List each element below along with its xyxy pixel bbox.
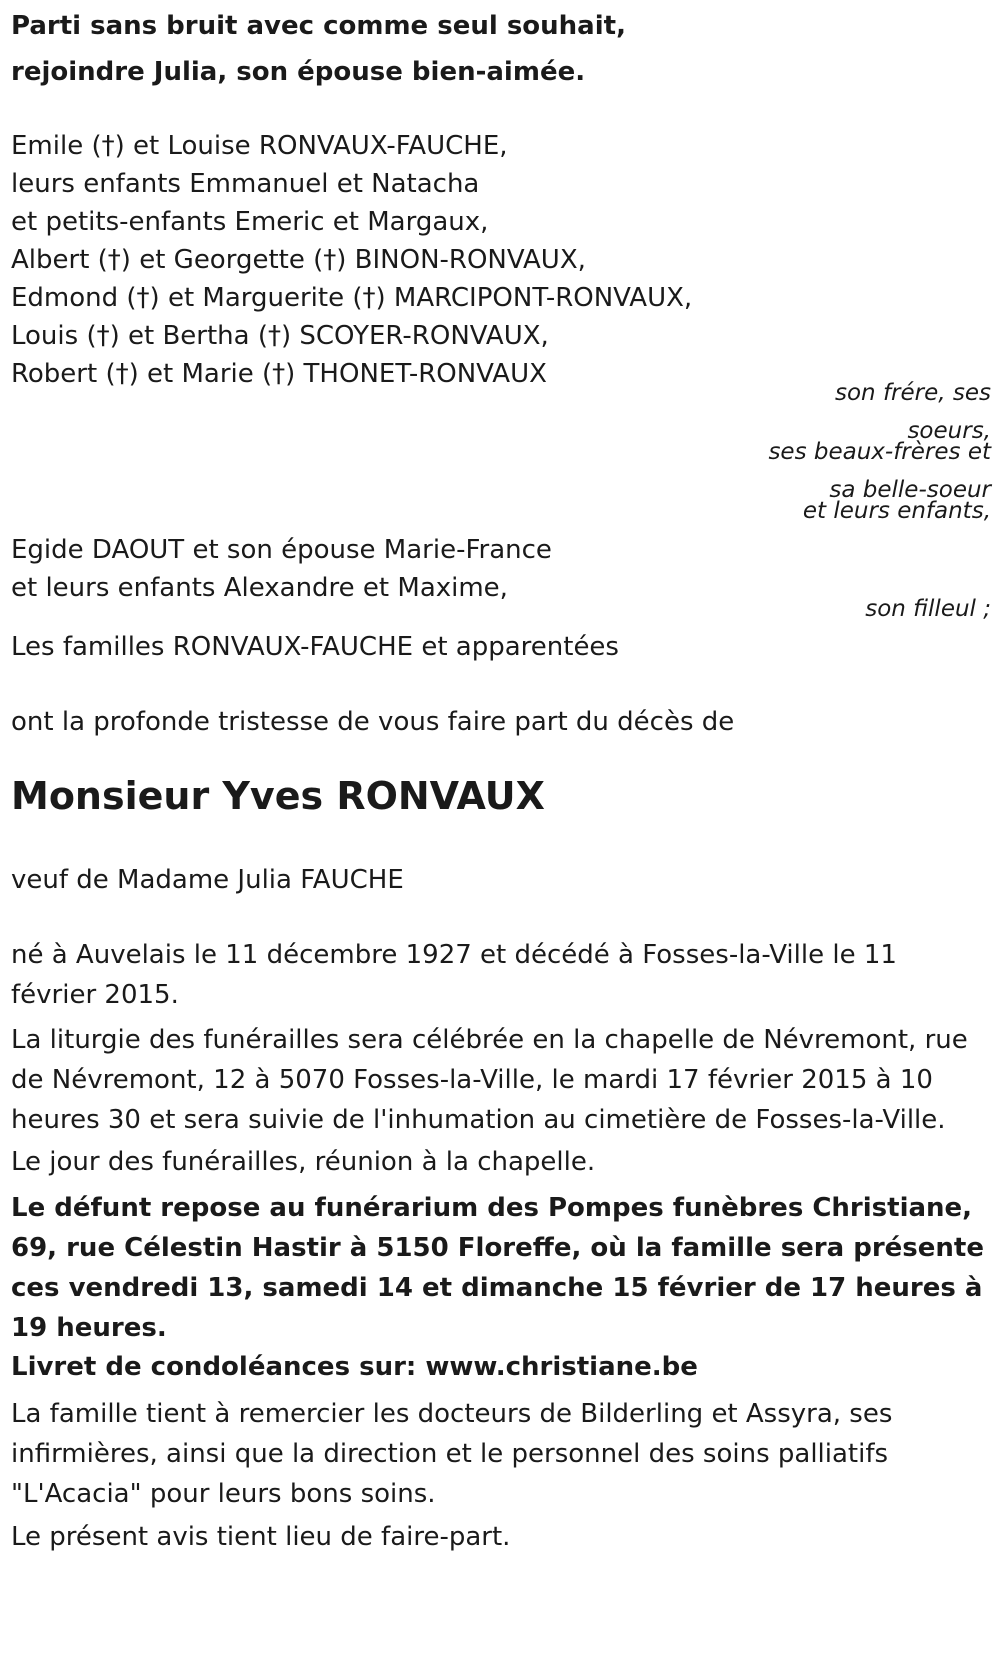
liturgy-paragraph: La liturgie des funérailles sera célébrée en la chapelle de Névremont, rue de Névremont, 12 à 5070 Fosses-la-Ville, le mardi 17 février 2015 à 10 heures 30 et sera suivie de l'inhumation au cimetière de Fosses-la-Ville. (11, 1025, 968, 1135)
funerarium-paragraph: Le défunt repose au funérarium des Pompes funèbres Christiane, 69, rue Célestin Hastir à 5150 Floreffe, où la famille sera présente ces vendredi 13, samedi 14 et dimanche 15 février de 17 heures à 19 heures. (11, 1193, 984, 1343)
condolences-line: Livret de condoléances sur: www.christiane.be (11, 1352, 698, 1382)
family-line: Edmond (†) et Marguerite (†) MARCIPONT-RONVAUX, (11, 283, 693, 313)
birth-death-paragraph: né à Auvelais le 11 décembre 1927 et décédé à Fosses-la-Ville le 11 février 2015. (11, 940, 897, 1010)
godson-line-1: Egide DAOUT et son épouse Marie-France (11, 535, 552, 565)
family-line: Emile (†) et Louise RONVAUX-FAUCHE, (11, 131, 508, 161)
intro-line-1: Parti sans bruit avec comme seul souhait, (11, 11, 626, 41)
widower-line: veuf de Madame Julia FAUCHE (11, 865, 404, 895)
family-list (11, 126, 692, 394)
meeting-paragraph: Le jour des funérailles, réunion à la chapelle. (11, 1147, 596, 1177)
family-line: leurs enfants Emmanuel et Natacha (11, 169, 480, 199)
announcement: ont la profonde tristesse de vous faire part du décès de (11, 707, 735, 737)
families-line: Les familles RONVAUX-FAUCHE et apparentées (11, 632, 619, 662)
thanks-paragraph: La famille tient à remercier les docteurs de Bilderling et Assyra, ses infirmières, ainsi que la direction et le personnel des soins palliatifs "L'Acacia" pour leurs bons soins. (11, 1399, 893, 1509)
relation-line: soeurs, (907, 418, 991, 444)
family-line: et petits-enfants Emeric et Margaux, (11, 207, 489, 237)
godson-relation: son filleul ; (865, 596, 991, 622)
closing-line: Le présent avis tient lieu de faire-part. (11, 1522, 511, 1552)
family-line: Louis (†) et Bertha (†) SCOYER-RONVAUX, (11, 321, 549, 351)
deceased-name: Monsieur Yves RONVAUX (11, 774, 545, 818)
relation-line: ses beaux-frères et (768, 439, 991, 465)
relation-line: son frére, ses (835, 380, 991, 406)
relation-line: et leurs enfants, (802, 498, 991, 524)
family-line: Albert (†) et Georgette (†) BINON-RONVAUX, (11, 245, 586, 275)
intro-line-2: rejoindre Julia, son épouse bien-aimée. (11, 57, 586, 87)
godson-line-2: et leurs enfants Alexandre et Maxime, (11, 573, 508, 603)
family-line: Robert (†) et Marie (†) THONET-RONVAUX (11, 359, 547, 389)
relation-line: sa belle-soeur (829, 477, 991, 503)
